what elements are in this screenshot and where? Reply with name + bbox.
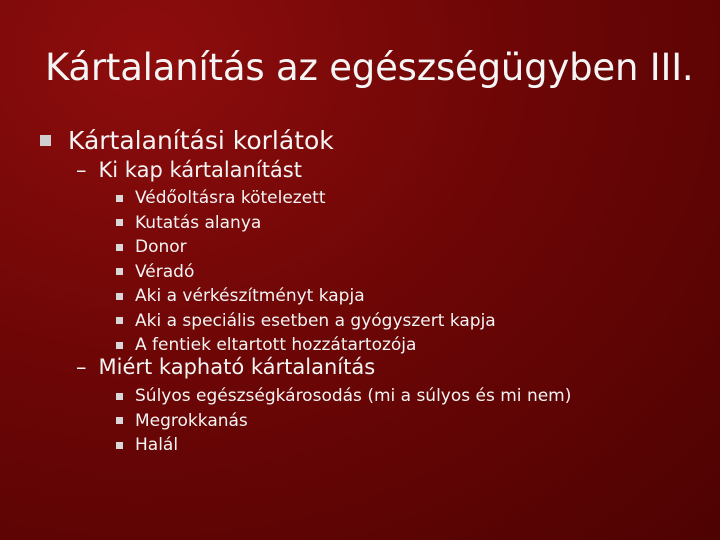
- square-bullet-icon: [116, 293, 123, 300]
- subheading-miert: [76, 355, 375, 379]
- slide-title: Kártalanítás az egészségügyben III.: [45, 46, 694, 89]
- square-bullet-icon: [116, 442, 123, 449]
- square-bullet-icon: [116, 393, 123, 400]
- list-ki-kap: [116, 186, 496, 358]
- list-item: Donor: [116, 235, 496, 260]
- list-item: A fentiek eltartott hozzátartozója: [116, 333, 496, 358]
- subheading-text: Ki kap kártalanítást: [98, 158, 302, 182]
- square-bullet-icon: [116, 317, 123, 324]
- dash-icon: –: [76, 158, 87, 182]
- subheading-text: Miért kapható kártalanítás: [98, 355, 376, 379]
- square-bullet-icon: [116, 219, 123, 226]
- square-bullet-icon: [116, 268, 123, 275]
- list-item: Megrokkanás: [116, 409, 571, 434]
- bullet-level1: [40, 126, 334, 155]
- list-item: Védőoltásra kötelezett: [116, 186, 496, 211]
- subheading-ki-kap: [76, 158, 302, 182]
- list-item: Súlyos egészségkárosodás (mi a súlyos és mi nem): [116, 384, 571, 409]
- dash-icon: –: [76, 355, 87, 379]
- list-item: Aki a vérkészítményt kapja: [116, 284, 496, 309]
- square-bullet-icon: [116, 417, 123, 424]
- square-bullet-icon: [40, 135, 51, 146]
- list-item: Kutatás alanya: [116, 211, 496, 236]
- list-miert: [116, 384, 571, 458]
- list-item: Halál: [116, 433, 571, 458]
- list-item: Aki a speciális esetben a gyógyszert kapja: [116, 309, 496, 334]
- square-bullet-icon: [116, 195, 123, 202]
- square-bullet-icon: [116, 244, 123, 251]
- bullet-level1-text: Kártalanítási korlátok: [68, 126, 334, 155]
- square-bullet-icon: [116, 342, 123, 349]
- list-item: Véradó: [116, 260, 496, 285]
